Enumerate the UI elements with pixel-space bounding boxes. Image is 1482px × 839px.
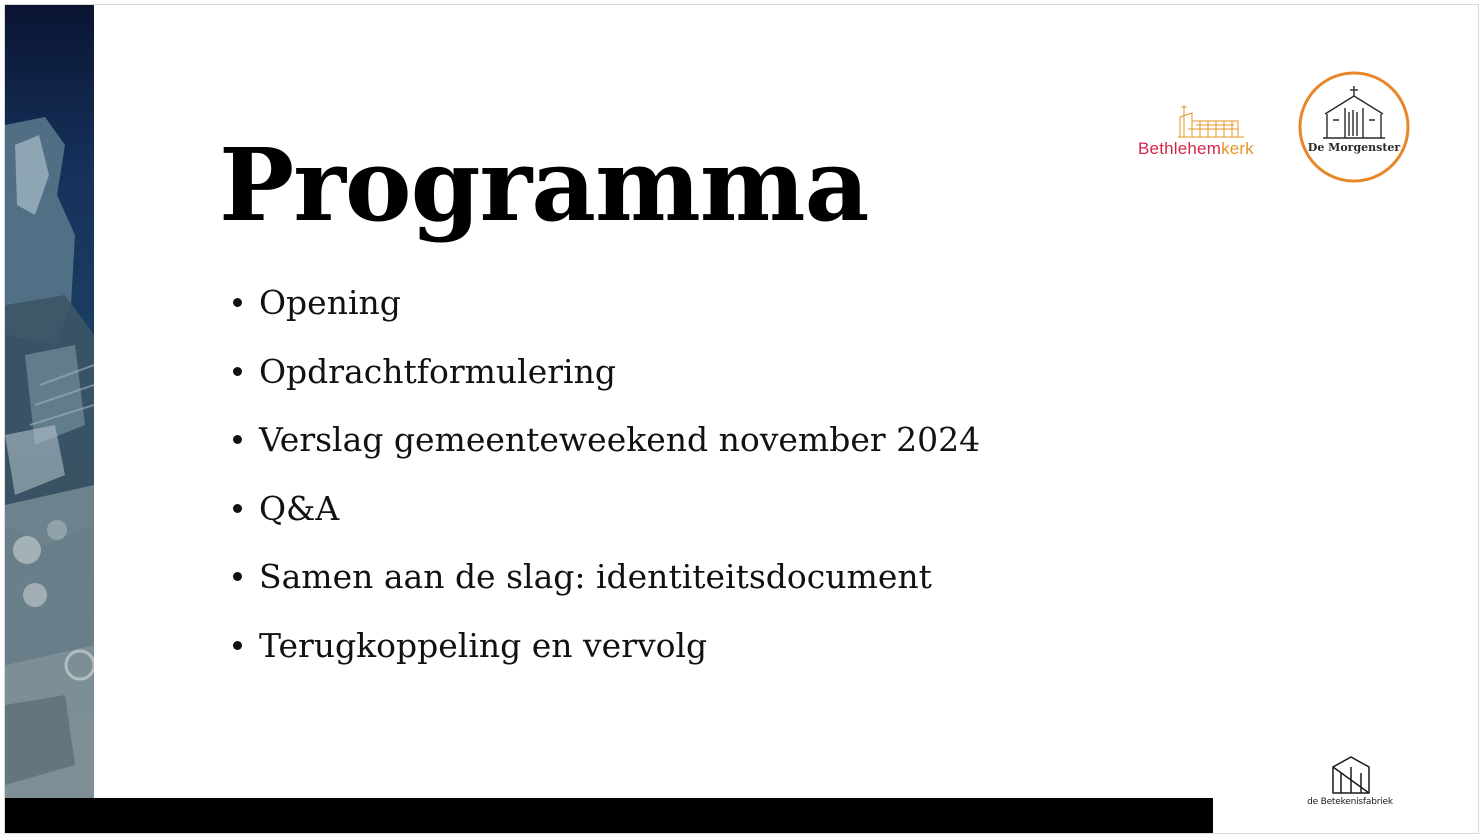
- agenda-item-text: Q&A: [259, 488, 340, 528]
- agenda-item: [225, 281, 980, 350]
- agenda-list: [225, 281, 980, 692]
- bottom-bar: [5, 798, 1213, 833]
- agenda-item: [225, 350, 980, 419]
- bullet-icon: [233, 435, 242, 444]
- bethlehemkerk-wordmark: [1138, 139, 1254, 159]
- agenda-item-text: Terugkoppeling en vervolg: [259, 625, 708, 665]
- bullet-icon: [233, 641, 242, 650]
- betekenisfabriek-logo: [1295, 753, 1405, 813]
- agenda-item: [225, 487, 980, 556]
- betekenisfabriek-building-icon: [1295, 753, 1405, 797]
- agenda-item-text: Samen aan de slag: identiteitsdocument: [259, 557, 932, 596]
- agenda-item-text: Opening: [259, 283, 401, 322]
- slide-title: Programma: [219, 126, 869, 244]
- morgenster-caption: De Morgenster: [1307, 141, 1401, 154]
- agenda-item: [225, 624, 980, 693]
- agenda-item-text: Opdrachtformulering: [259, 351, 616, 391]
- church-ceiling-photo: [5, 5, 94, 798]
- bullet-icon: [233, 572, 242, 581]
- bethlehemkerk-text-part1: Bethlehem: [1138, 139, 1222, 158]
- agenda-item-text: Verslag gemeenteweekend november 2024: [259, 420, 981, 459]
- side-photo-strip: [5, 5, 94, 798]
- bethlehemkerk-text-part2: kerk: [1221, 139, 1254, 158]
- morgenster-church-icon: [1297, 70, 1411, 184]
- agenda-item: [225, 418, 980, 487]
- de-morgenster-logo: [1297, 70, 1411, 184]
- betekenisfabriek-caption: de Betekenisfabriek: [1307, 797, 1393, 807]
- bullet-icon: [233, 298, 242, 307]
- bethlehemkerk-logo: [1138, 99, 1280, 159]
- slide: [4, 4, 1479, 834]
- bullet-icon: [233, 504, 242, 513]
- agenda-item: [225, 555, 980, 624]
- bullet-icon: [233, 367, 242, 376]
